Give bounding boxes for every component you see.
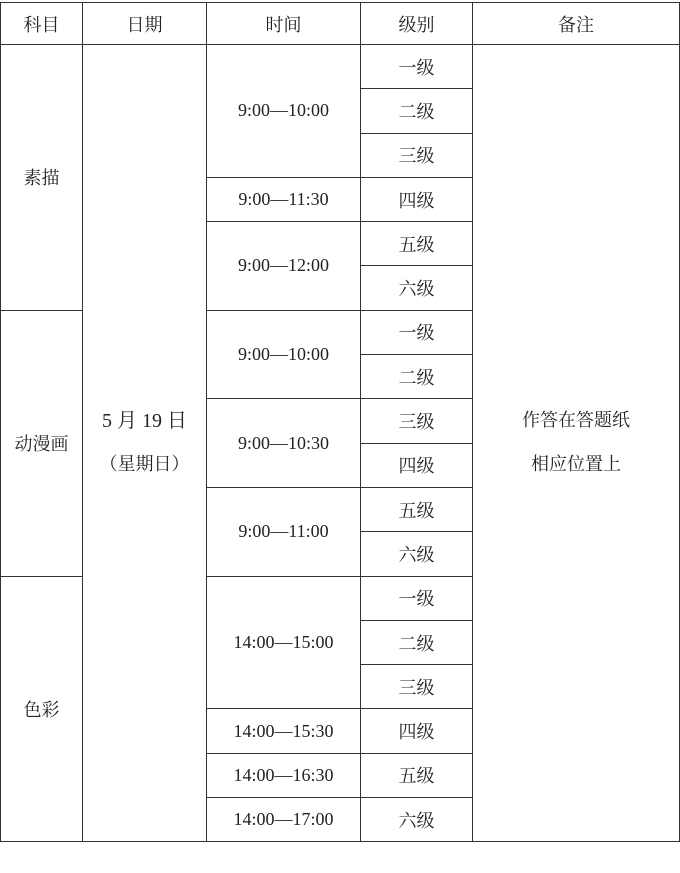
level-cell: 五级 [361,753,473,797]
level-cell: 三级 [361,133,473,177]
header-time: 时间 [207,3,361,45]
time-slot: 9:00—10:00 [207,310,361,399]
header-note: 备注 [473,3,680,45]
time-slot: 9:00—11:30 [207,177,361,221]
time-slot: 9:00—12:00 [207,222,361,311]
weekday-line: （星期日） [99,454,190,476]
exam-schedule-table [0,2,680,842]
level-cell: 一级 [361,576,473,620]
level-cell: 六级 [361,532,473,576]
level-cell: 五级 [361,487,473,531]
note-line-2: 相应位置上 [531,454,621,476]
time-slot: 14:00—15:00 [207,576,361,709]
subject-color: 色彩 [1,576,83,842]
level-cell: 二级 [361,89,473,133]
header-level: 级别 [361,3,473,45]
level-cell: 三级 [361,399,473,443]
note-line-1: 作答在答题纸 [522,410,630,432]
level-cell: 六级 [361,266,473,310]
date-line: 5 月 19 日 [102,410,187,433]
level-cell: 三级 [361,665,473,709]
level-cell: 四级 [361,177,473,221]
subject-anime: 动漫画 [1,310,83,576]
header-date: 日期 [83,3,207,45]
time-slot: 9:00—11:00 [207,487,361,576]
time-slot: 14:00—16:30 [207,753,361,797]
time-slot: 14:00—15:30 [207,709,361,753]
level-cell: 一级 [361,45,473,89]
note-cell [473,45,680,842]
level-cell: 四级 [361,443,473,487]
level-cell: 一级 [361,310,473,354]
header-subject: 科目 [1,3,83,45]
exam-date [83,45,207,842]
level-cell: 五级 [361,222,473,266]
time-slot: 9:00—10:00 [207,45,361,178]
header-row [1,3,680,45]
table-row [1,45,680,89]
level-cell: 二级 [361,355,473,399]
subject-sketch: 素描 [1,45,83,311]
level-cell: 六级 [361,798,473,842]
time-slot: 9:00—10:30 [207,399,361,488]
time-slot: 14:00—17:00 [207,798,361,842]
level-cell: 二级 [361,620,473,664]
level-cell: 四级 [361,709,473,753]
